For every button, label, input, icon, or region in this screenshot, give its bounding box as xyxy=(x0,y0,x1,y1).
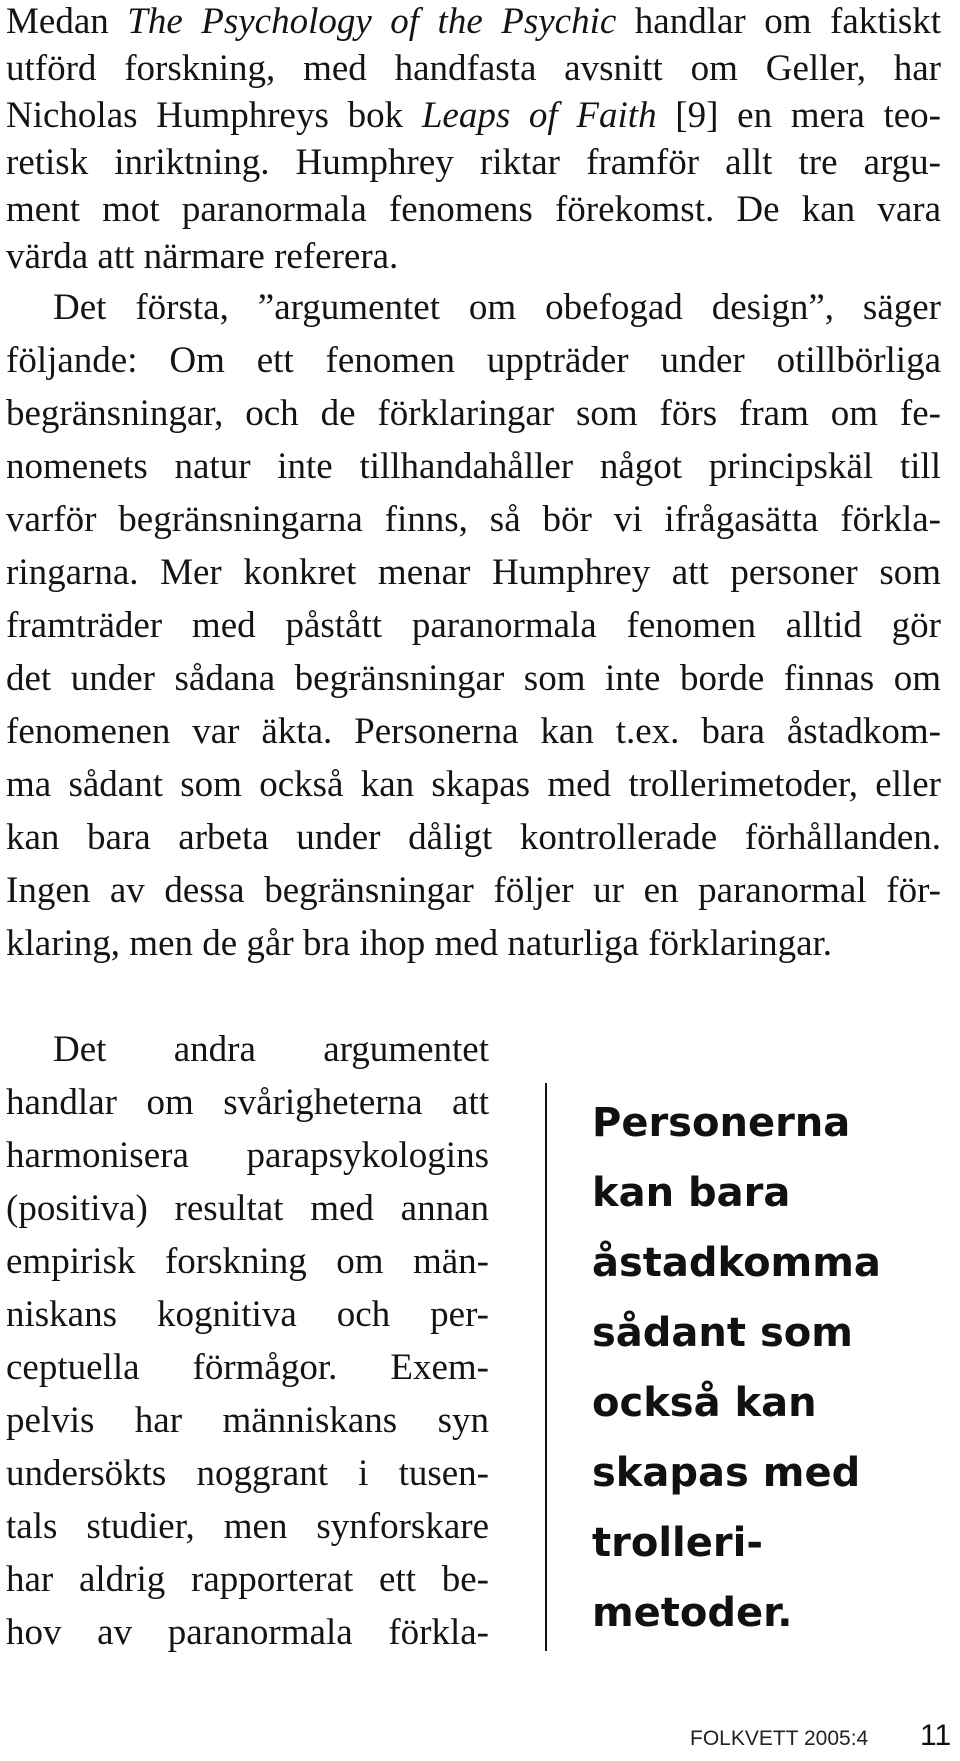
body-text-line: framträder med påstått paranormala fenomen alltid gör xyxy=(6,605,941,646)
page-number: 11 xyxy=(920,1719,952,1752)
body-text-line: det under sådana begränsningar som inte borde finnas om xyxy=(6,658,941,699)
body-text-line: ment mot paranormala fenomens förekomst. De kan vara xyxy=(6,189,941,230)
body-text-line: varför begränsningarna finns, så bör vi ifrågasätta förkla- xyxy=(6,499,941,540)
body-text-line: fenomenen var äkta. Personerna kan t.ex. bara åstadkom- xyxy=(6,711,941,752)
book-title: The Psychology of the Psychic xyxy=(127,1,617,42)
pull-quote-line: åstadkomma xyxy=(592,1240,881,1286)
body-text-line: har aldrig rapporterat ett be- xyxy=(6,1559,489,1600)
body-text-line: klaring, men de går bra ihop med naturliga förklaringar. xyxy=(6,923,833,964)
body-text-line: retisk inriktning. Humphrey riktar framför allt tre argu- xyxy=(6,142,941,183)
body-text-line: Det andra argumentet xyxy=(53,1029,489,1070)
body-text-line: (positiva) resultat med annan xyxy=(6,1188,489,1229)
pull-quote-line: Personerna xyxy=(592,1100,851,1146)
body-text-line: kan bara arbeta under dåligt kontrollerade förhållanden. xyxy=(6,817,941,858)
body-text-line: begränsningar, och de förklaringar som förs fram om fe- xyxy=(6,393,941,434)
body-text-line: hov av paranormala förkla- xyxy=(6,1612,489,1653)
column-divider xyxy=(545,1083,547,1651)
body-text-line: värda att närmare referera. xyxy=(6,236,399,277)
body-text-line: nomenets natur inte tillhandahåller något principskäl till xyxy=(6,446,941,487)
pull-quote-line: kan bara xyxy=(592,1170,791,1216)
body-text-line: ma sådant som också kan skapas med trollerimetoder, eller xyxy=(6,764,941,805)
body-text-line: Nicholas Humphreys bok Leaps of Faith [9] en mera teo- xyxy=(6,95,941,136)
pull-quote-line: också kan xyxy=(592,1380,817,1426)
body-text-line: empirisk forskning om män- xyxy=(6,1241,489,1282)
body-text-line: Medan The Psychology of the Psychic handlar om faktiskt xyxy=(6,1,942,42)
body-text-line: niskans kognitiva och per- xyxy=(6,1294,489,1335)
pull-quote-line: metoder. xyxy=(592,1590,793,1636)
body-text-line: harmonisera parapsykologins xyxy=(6,1135,489,1176)
body-text-line: ceptuella förmågor. Exem- xyxy=(6,1347,489,1388)
pull-quote-line: sådant som xyxy=(592,1310,853,1356)
body-text-line: utförd forskning, med handfasta avsnitt om Geller, har xyxy=(6,48,941,89)
body-text-line: pelvis har människans syn xyxy=(6,1400,489,1441)
body-text-line: tals studier, men synforskare xyxy=(6,1506,489,1547)
body-text-line: följande: Om ett fenomen uppträder under otillbörliga xyxy=(6,340,941,381)
body-text-line: undersökts noggrant i tusen- xyxy=(6,1453,489,1494)
body-text-line: handlar om svårigheterna att xyxy=(6,1082,489,1123)
publication-footer: FOLKVETT 2005:4 xyxy=(690,1727,869,1750)
pull-quote-line: skapas med xyxy=(592,1450,861,1496)
body-text-line: ringarna. Mer konkret menar Humphrey att personer som xyxy=(6,552,941,593)
pull-quote-line: trolleri- xyxy=(592,1520,763,1566)
body-text-line: Det första, ”argumentet om obefogad design”, säger xyxy=(53,287,941,328)
book-title: Leaps of Faith xyxy=(421,95,657,136)
body-text-line: Ingen av dessa begränsningar följer ur en paranormal för- xyxy=(6,870,941,911)
